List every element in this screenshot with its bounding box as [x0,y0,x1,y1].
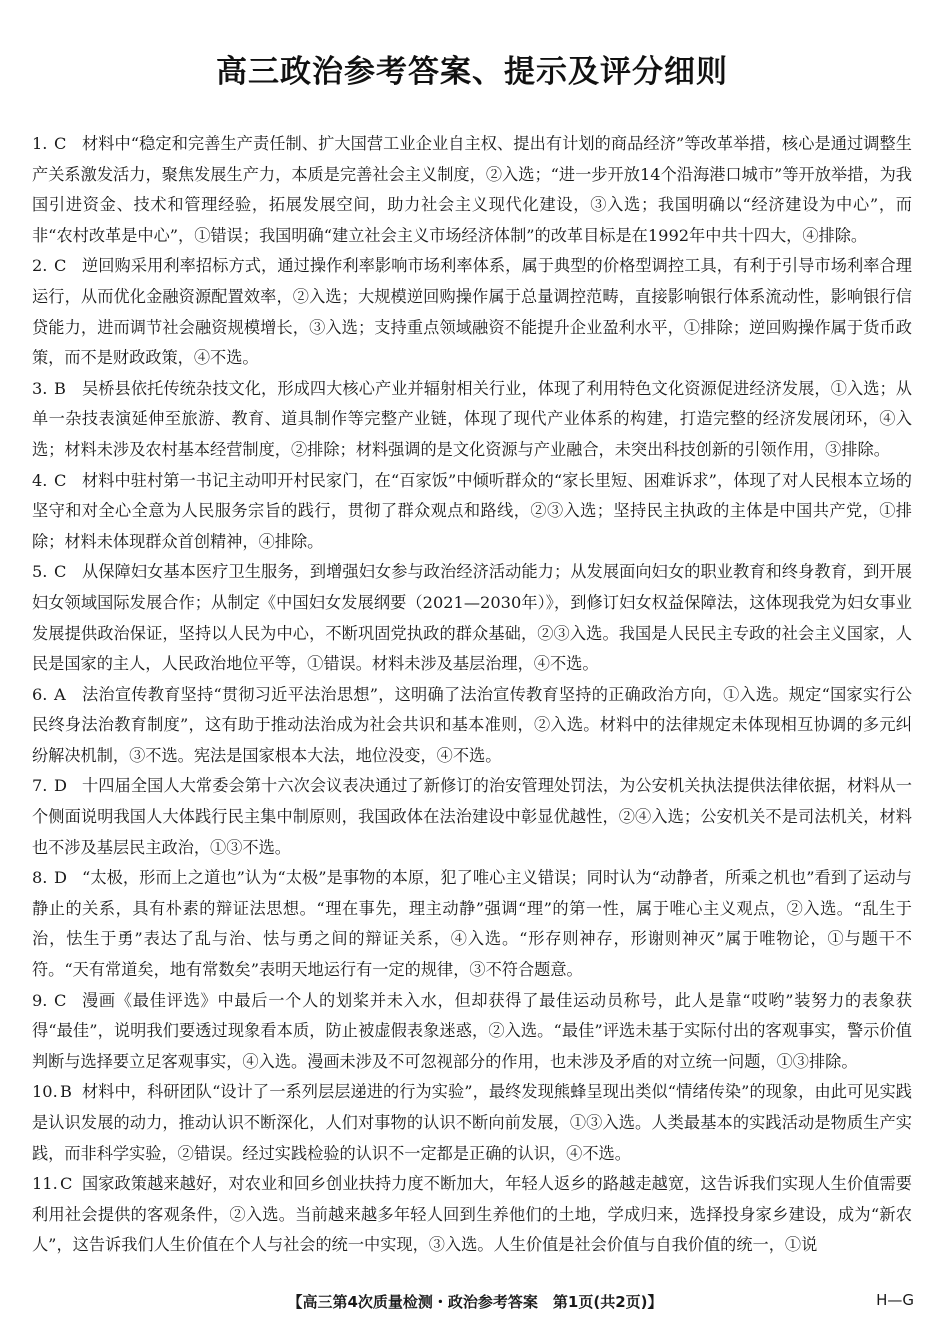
answer-explanation: “太极，形而上之道也”认为“太极”是事物的本原，犯了唯心主义错误；同时认为“动静者，所乘之机也”看到了运动与静止的关系，具有朴素的辩证法思想。“理在事先，理主动静”强调“理”的第一性，属于唯心主义观点，②入选。“乱生于治，怯生于勇”表达了乱与治、怯与勇之间的辩证关系，④入选。“形存则神存，形谢则神灭”属于唯物论，①与题干不符。“天有常道矣，地有常数矣”表明天地运行有一定的规律，③不符合题意。 [32,868,912,980]
question-number: 8. [32,868,48,888]
answer-letter: C [54,134,67,153]
answer-item [32,863,912,985]
answer-letter: B [60,1082,72,1102]
answer-item [32,771,912,863]
answer-item [32,986,912,1078]
question-number: 9. [32,990,48,1010]
answer-explanation: 十四届全国人大常委会第十六次会议表决通过了新修订的治安管理处罚法，为公安机关执法提供法律依据，材料从一个侧面说明我国人大体践行民主集中制原则，我国政体在法治建设中彰显优越性，②④入选；公安机关不是司法机关，材料也不涉及基层民主政治，①③不选。 [32,776,912,857]
answer-explanation: 漫画《最佳评选》中最后一个人的划桨并未入水，但却获得了最佳运动员称号，此人是靠“哎哟”装努力的表象获得“最佳”，说明我们要透过现象看本质，防止被虚假表象迷惑，②入选。“最佳”评选未基于实际付出的客观事实，警示价值判断与选择要立足客观事实，④入选。漫画未涉及不可忽视部分的作用，也未涉及矛盾的对立统一问题，①③排除。 [32,990,912,1071]
answer-list [32,129,912,1261]
question-number: 5. [32,562,48,582]
footer-page-info: 【高三第4次质量检测・政治参考答案 第1页(共2页)】 [287,1293,663,1311]
question-number: 1. [32,134,48,153]
answer-explanation: 材料中驻村第一书记主动叩开村民家门，在“百家饭”中倾听群众的“家长里短、困难诉求”，体现了对人民根本立场的坚守和对全心全意为人民服务宗旨的践行，贯彻了群众观点和路线，②③入选；坚持民主执政的主体是中国共产党，①排除；材料未体现群众首创精神，④排除。 [32,470,912,551]
answer-letter: D [54,776,67,796]
page-title: 高三政治参考答案、提示及评分细则 [216,54,728,90]
answer-item [32,129,912,251]
answer-letter: A [54,684,66,704]
answer-item [32,1077,912,1169]
footer-code: H—G [876,1291,914,1309]
page-footer [0,1291,950,1315]
answer-item [32,466,912,558]
answer-letter: D [54,868,67,888]
answer-item [32,680,912,772]
answer-letter: C [60,1174,73,1194]
answer-letter: C [54,562,67,582]
answer-explanation: 法治宣传教育坚持“贯彻习近平法治思想”，这明确了法治宣传教育坚持的正确政治方向，①入选。规定“国家实行公民终身法治教育制度”，这有助于推动法治成为社会共识和基本准则，②入选。材料中的法律规定未体现相互协调的多元纠纷解决机制，③不选。宪法是国家根本大法，地位没变，④不选。 [32,684,912,765]
answer-letter: C [54,990,67,1010]
answer-explanation: 从保障妇女基本医疗卫生服务，到增强妇女参与政治经济活动能力；从发展面向妇女的职业教育和终身教育，到开展妇女领域国际发展合作；从制定《中国妇女发展纲要（2021—2030年）》，到修订妇女权益保障法，这体现我党为妇女事业发展提供政治保证，坚持以人民为中心，不断巩固党执政的群众基础，②③入选。我国是人民民主专政的社会主义国家，人民是国家的主人，人民政治地位平等，①错误。材料未涉及基层治理，④不选。 [32,562,912,674]
question-number: 6. [32,684,48,704]
answer-item [32,374,912,466]
question-number: 7. [32,776,48,796]
question-number: 4. [32,470,48,490]
answer-letter: C [54,470,67,490]
question-number: 2. [32,256,48,276]
answer-item [32,1169,912,1261]
answer-explanation: 材料中“稳定和完善生产责任制、扩大国营工业企业自主权、提出有计划的商品经济”等改革举措，核心是通过调整生产关系激发活力，聚焦发展生产力，本质是完善社会主义制度，②入选；“进一步开放14个沿海港口城市”等开放举措，为我国引进资金、技术和管理经验，拓展发展空间，助力社会主义现代化建设，③入选；我国明确以“经济建设为中心”，而非“农村改革是中心”，①错误；我国明确“建立社会主义市场经济体制”的改革目标是在1992年中共十四大，④排除。 [32,134,912,245]
answer-item [32,557,912,679]
answer-explanation: 国家政策越来越好，对农业和回乡创业扶持力度不断加大，年轻人返乡的路越走越宽，这告诉我们实现人生价值需要利用社会提供的客观条件，②入选。当前越来越多年轻人回到生养他们的土地，学成归来，选择投身家乡建设，成为“新农人”，这告诉我们人生价值在个人与社会的统一中实现，③入选。人生价值是社会价值与自我价值的统一，①说 [32,1174,912,1255]
answer-explanation: 吴桥县依托传统杂技文化，形成四大核心产业并辐射相关行业，体现了利用特色文化资源促进经济发展，①入选；从单一杂技表演延伸至旅游、教育、道具制作等完整产业链，体现了现代产业体系的构建，打造完整的经济发展闭环，④入选；材料未涉及农村基本经营制度，②排除；材料强调的是文化资源与产业融合，未突出科技创新的引领作用，③排除。 [32,378,912,459]
answer-letter: C [54,256,67,276]
question-number: 11. [32,1174,58,1194]
question-number: 3. [32,378,48,398]
answer-explanation: 材料中，科研团队“设计了一系列层层递进的行为实验”，最终发现熊蜂呈现出类似“情绪传染”的现象，由此可见实践是认识发展的动力，推动认识不断深化，人们对事物的认识不断向前发展，①③入选。人类最基本的实践活动是物质生产实践，而非科学实验，②错误。经过实践检验的认识不一定都是正确的认识，④不选。 [32,1082,912,1163]
question-number: 10. [32,1082,58,1102]
answer-explanation: 逆回购采用利率招标方式，通过操作利率影响市场利率体系，属于典型的价格型调控工具，有利于引导市场利率合理运行，从而优化金融资源配置效率，②入选；大规模逆回购操作属于总量调控范畴，直接影响银行体系流动性，影响银行信贷能力，进而调节社会融资规模增长，③入选；支持重点领域融资不能提升企业盈利水平，①排除；逆回购操作属于货币政策，而不是财政政策，④不选。 [32,256,912,368]
answer-item [32,251,912,373]
answer-letter: B [54,378,66,398]
